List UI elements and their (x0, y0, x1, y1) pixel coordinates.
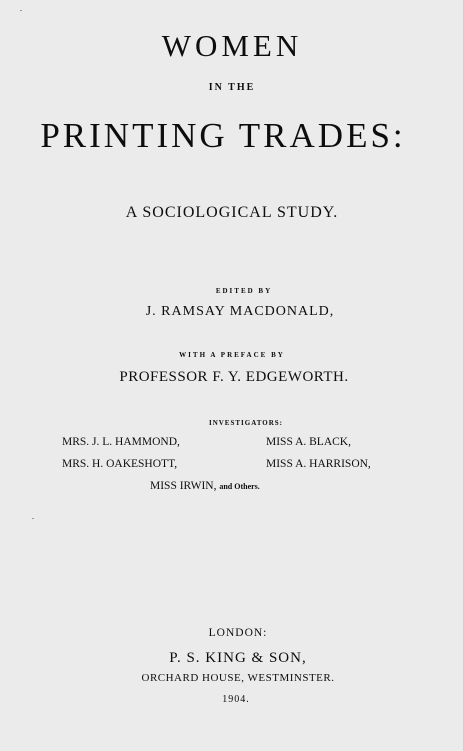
investigator-name: MISS A. BLACK, (266, 436, 351, 448)
preface-author: PROFESSOR F. Y. EDGEWORTH. (119, 369, 349, 385)
investigators-label: INVESTIGATORS: (208, 419, 284, 427)
title-connector: IN THE (208, 82, 256, 93)
title-line-printing-trades: PRINTING TRADES: (40, 116, 406, 155)
imprint-publisher: P. S. KING & SON, (169, 650, 307, 666)
imprint-place: LONDON: (208, 627, 268, 639)
investigator-name: MRS. H. OAKESHOTT, (62, 458, 178, 470)
investigators-others: and Others. (219, 482, 260, 491)
investigator-name: MISS IRWIN, (150, 480, 217, 492)
edited-by-label: EDITED BY (215, 287, 273, 295)
editor-name: J. RAMSAY MACDONALD, (145, 304, 335, 319)
investigator-name: MISS A. HARRISON, (266, 458, 371, 470)
investigator-name: MRS. J. L. HAMMOND, (62, 436, 180, 448)
title-line-women: WOMEN (161, 28, 303, 63)
paper-speck (32, 518, 34, 519)
subtitle: A SOCIOLOGICAL STUDY. (125, 204, 339, 221)
paper-speck (20, 10, 22, 11)
imprint-address: ORCHARD HOUSE, WESTMINSTER. (141, 672, 335, 684)
preface-label: WITH A PREFACE BY (179, 351, 285, 359)
imprint-year: 1904. (222, 694, 250, 705)
investigator-line-last (150, 480, 260, 492)
